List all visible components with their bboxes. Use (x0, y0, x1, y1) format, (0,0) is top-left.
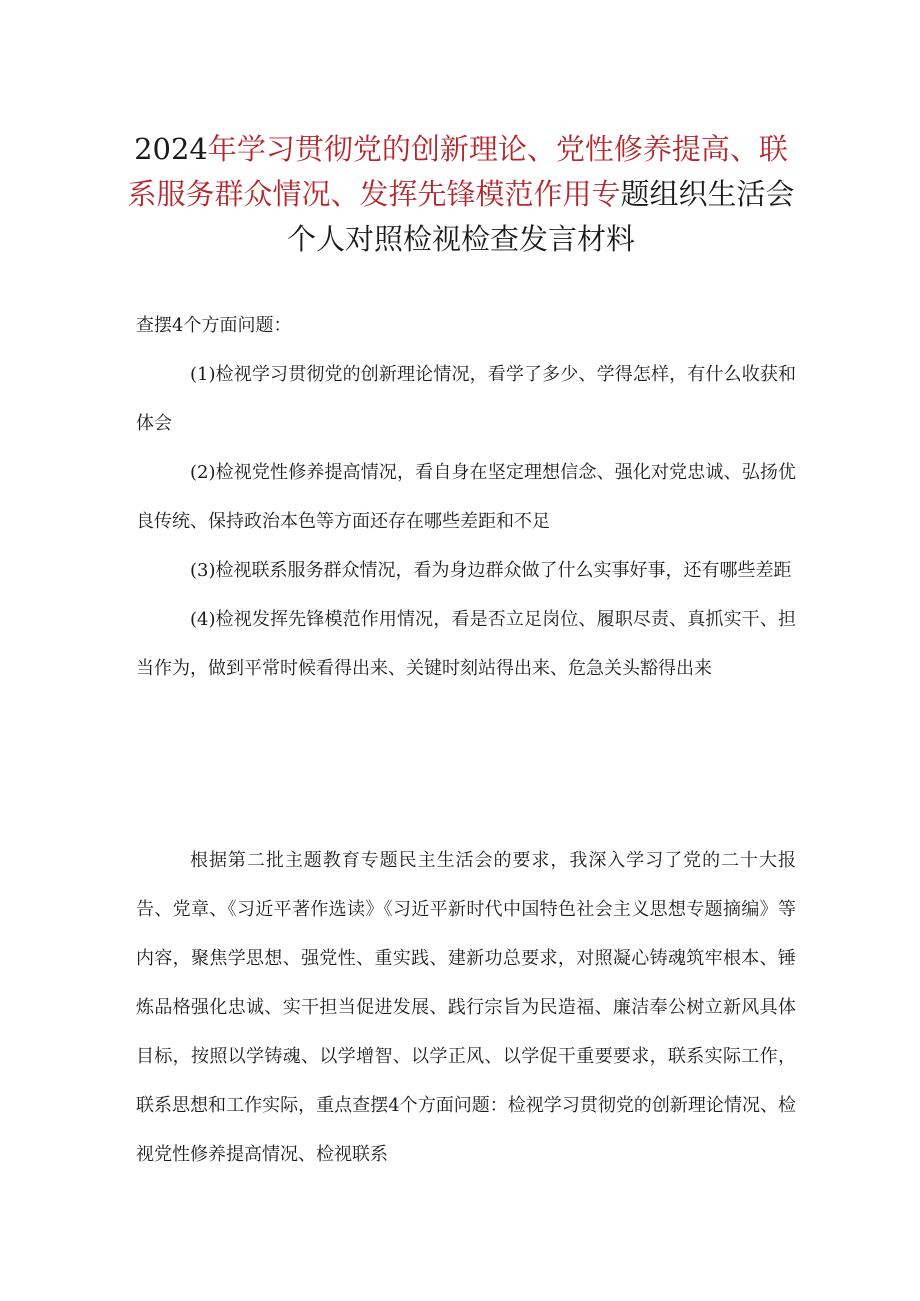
title-black-part: 题组织生活会个人对照检视检查发言材料 (286, 177, 795, 257)
issue-item-1: (1)检视学习贯彻党的创新理论情况，看学了多少、学得怎样，有什么收获和体会 (136, 364, 796, 434)
issue-item-4: (4)检视发挥先锋模范作用情况，看是否立足岗位、履职尽责、真抓实干、担当作为，做到平常时候看得出来、关键时刻站得出来、危急关头豁得出来 (136, 609, 796, 679)
intro-line: 查摆4个方面问题： (136, 315, 292, 336)
body-paragraph: 根据第二批主题教育专题民主生活会的要求，我深入学习了党的二十大报告、党章、《习近平著作选读》《习近平新时代中国特色社会主义思想专题摘编》等内容，聚焦学思想、强党性、重实践、建新功总要求，对照凝心铸魂筑牢根本、锤炼品格强化忠诚、实干担当促进发展、践行宗旨为民造福、廉洁奉公树立新风具体目标，按照以学铸魂、以学增智、以学正风、以学促干重要要求，联系实际工作，联系思想和工作实际，重点查摆4个方面问题：检视学习贯彻党的创新理论情况、检视党性修养提高情况、检视联系 (136, 850, 796, 1165)
title-red-part: 年学习贯彻党的创新理论、党性修养提高、联系服务群众情况、发挥先锋模范作用专 (127, 132, 788, 212)
issue-item-3: (3)检视联系服务群众情况，看为身边群众做了什么实事好事，还有哪些差距 (190, 560, 792, 581)
issues-list (136, 350, 796, 693)
title-year: 2024 (134, 132, 208, 167)
issue-item-2: (2)检视党性修养提高情况，看自身在坚定理想信念、强化对党忠诚、弘扬优良传统、保持政治本色等方面还存在哪些差距和不足 (136, 462, 796, 532)
document-title (120, 127, 802, 262)
